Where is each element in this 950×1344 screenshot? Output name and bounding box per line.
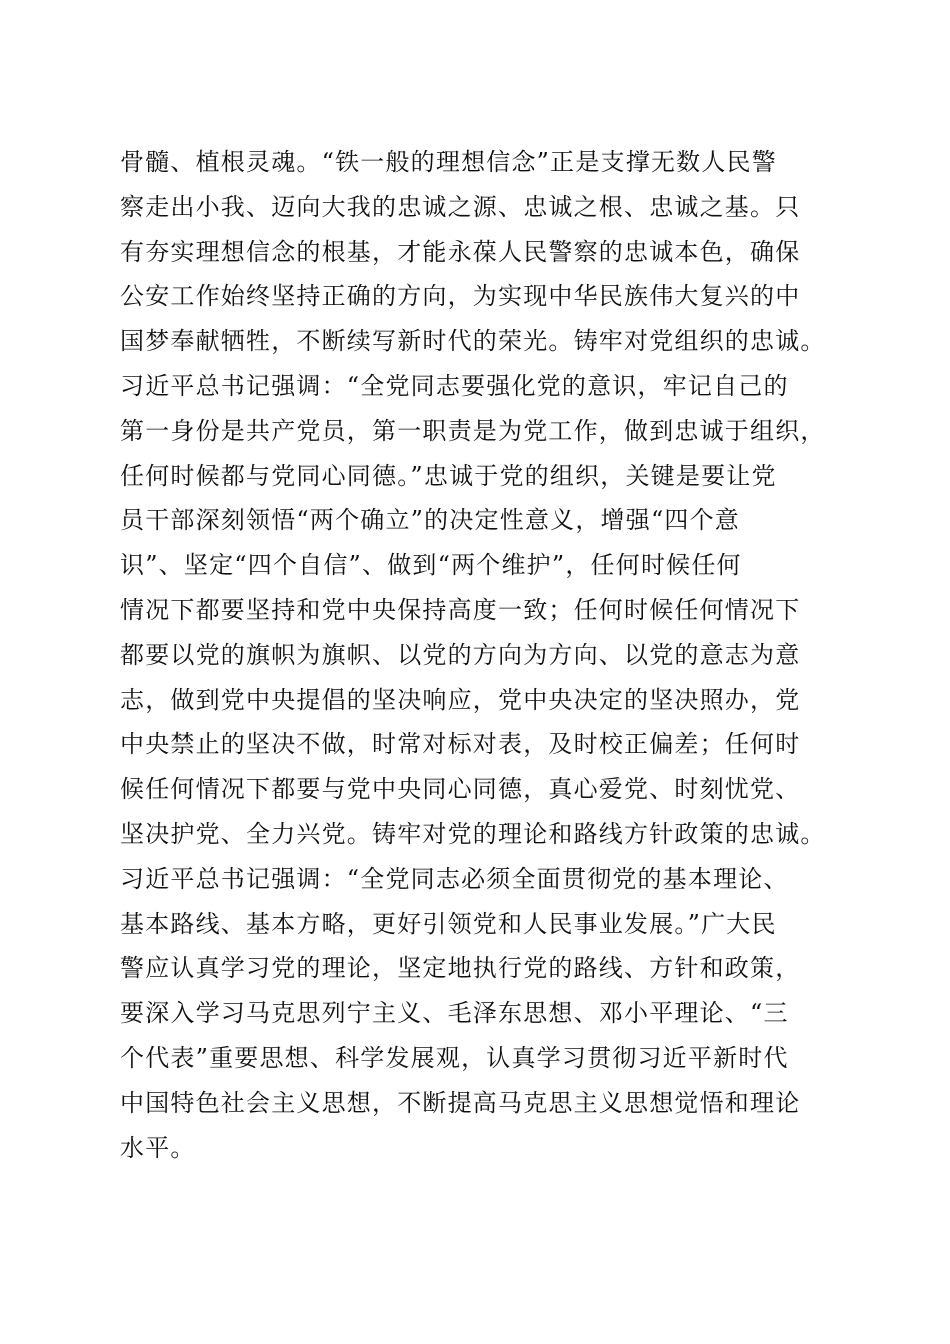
text-line: 警应认真学习党的理论，坚定地执行党的路线、方针和政策， [120, 954, 801, 983]
text-line: 候任何情况下都要与党中央同心同德，真心爱党、时刻忧党、 [120, 775, 801, 804]
text-line: 中央禁止的坚决不做，时常对标对表，及时校正偏差；任何时 [120, 730, 801, 759]
text-line: 公安工作始终坚持正确的方向，为实现中华民族伟大复兴的中 [120, 282, 801, 311]
text-line: 情况下都要坚持和党中央保持高度一致；任何时候任何情况下 [120, 595, 801, 624]
text-line: 员干部深刻领悟“两个确立”的决定性意义，增强“四个意 [120, 506, 741, 535]
text-line: 有夯实理想信念的根基，才能永葆人民警察的忠诚本色，确保 [120, 237, 801, 266]
text-line: 水平。 [120, 1133, 196, 1162]
text-line: 第一身份是共产党员，第一职责是为党工作，做到忠诚于组织， [120, 416, 826, 445]
text-line: 国梦奉献牺牲，不断续写新时代的荣光。铸牢对党组织的忠诚。 [120, 327, 826, 356]
text-line: 中国特色社会主义思想，不断提高马克思主义思想觉悟和理论 [120, 1088, 801, 1117]
text-line: 察走出小我、迈向大我的忠诚之源、忠诚之根、忠诚之基。只 [120, 192, 801, 221]
text-line: 骨髓、植根灵魂。“铁一般的理想信念”正是支撑无数人民警 [120, 148, 777, 176]
text-line: 识”、坚定“四个自信”、做到“两个维护”，任何时候任何 [120, 551, 742, 580]
text-line: 坚决护党、全力兴党。铸牢对党的理论和路线方针政策的忠诚。 [120, 819, 826, 848]
text-line: 个代表”重要思想、科学发展观，认真学习贯彻习近平新时代 [120, 1043, 789, 1072]
text-line: 习近平总书记强调：“全党同志必须全面贯彻党的基本理论、 [120, 864, 789, 893]
text-line: 要深入学习马克思列宁主义、毛泽东思想、邓小平理论、“三 [120, 999, 789, 1028]
text-line: 基本路线、基本方略，更好引领党和人民事业发展。”广大民 [120, 909, 777, 938]
text-line: 志，做到党中央提倡的坚决响应，党中央决定的坚决照办，党 [120, 685, 801, 714]
text-line: 都要以党的旗帜为旗帜、以党的方向为方向、以党的意志为意 [120, 640, 801, 669]
body-text [120, 140, 860, 1170]
text-line: 任何时候都与党同心同德。”忠诚于党的组织，关键是要让党 [120, 461, 777, 490]
text-line: 习近平总书记强调：“全党同志要强化党的意识，牢记自己的 [120, 371, 789, 400]
